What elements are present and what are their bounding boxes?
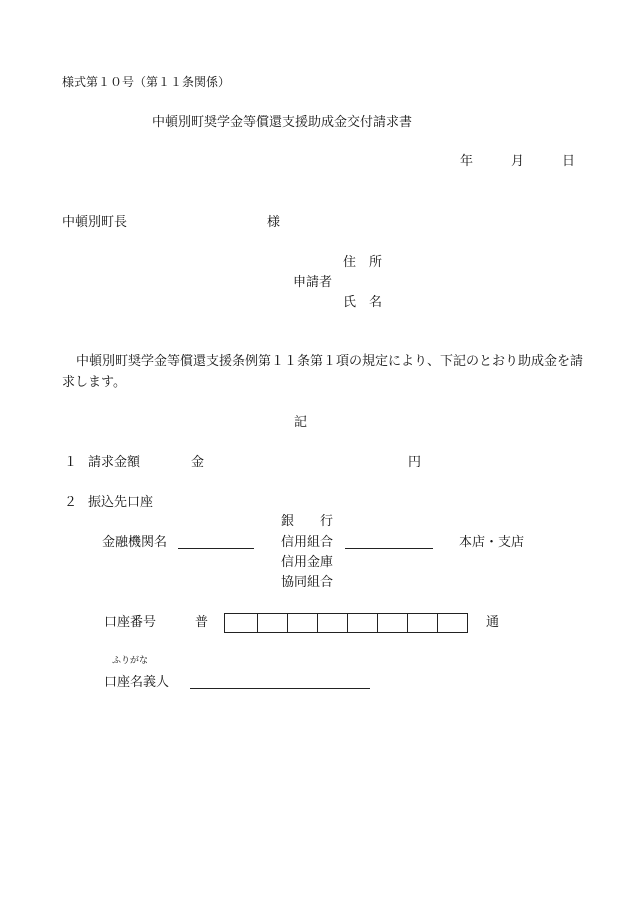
body-text-line-2: 求します。: [62, 375, 126, 390]
amount-unit: 円: [408, 455, 422, 470]
branch-name-line: [345, 548, 433, 549]
addressee-name: 中頓別町長: [62, 215, 128, 230]
date-month-label: 月: [511, 154, 525, 169]
account-type-suffix: 通: [486, 615, 500, 630]
institution-name-line: [178, 548, 254, 549]
form-number: 様式第１０号（第１１条関係）: [62, 75, 231, 89]
account-type-prefix: 普: [195, 615, 209, 630]
account-digit-cell[interactable]: [377, 613, 408, 633]
account-digit-cell[interactable]: [317, 613, 348, 633]
body-text-line-1: 中頓別町奨学金等償還支援条例第１１条第１項の規定により、下記のとおり助成金を請: [76, 354, 584, 369]
institution-label: 金融機関名: [102, 535, 168, 550]
account-digit-cell[interactable]: [407, 613, 438, 633]
item2-label: 振込先口座: [88, 495, 154, 510]
account-number-label: 口座番号: [104, 615, 157, 630]
amount-prefix: 金: [191, 455, 205, 470]
applicant-name-label: 氏 名: [343, 295, 383, 310]
account-number-boxes[interactable]: [224, 613, 468, 633]
applicant-label: 申請者: [293, 275, 333, 290]
account-digit-cell[interactable]: [224, 613, 258, 633]
account-digit-cell[interactable]: [257, 613, 288, 633]
date-year-label: 年: [460, 154, 474, 169]
applicant-address-label: 住 所: [343, 255, 383, 270]
institution-type-bank: 銀 行: [281, 514, 334, 529]
institution-type-credit-bank: 信用金庫: [281, 555, 334, 570]
addressee-honorific: 様: [267, 215, 281, 230]
document-title: 中頓別町奨学金等償還支援助成金交付請求書: [152, 115, 413, 130]
account-digit-cell[interactable]: [347, 613, 378, 633]
account-digit-cell[interactable]: [437, 613, 468, 633]
account-digit-cell[interactable]: [287, 613, 318, 633]
ki-label: 記: [294, 415, 308, 430]
branch-suffix: 本店・支店: [459, 535, 525, 550]
date-day-label: 日: [562, 154, 576, 169]
account-holder-line: [190, 688, 370, 689]
institution-type-cooperative: 協同組合: [281, 575, 334, 590]
item1-number: １: [64, 455, 78, 470]
item2-number: ２: [64, 495, 78, 510]
institution-type-credit-union: 信用組合: [281, 535, 334, 550]
account-holder-label: 口座名義人: [104, 675, 170, 690]
furigana-label: ふりがな: [112, 656, 149, 666]
item1-label: 請求金額: [88, 455, 141, 470]
